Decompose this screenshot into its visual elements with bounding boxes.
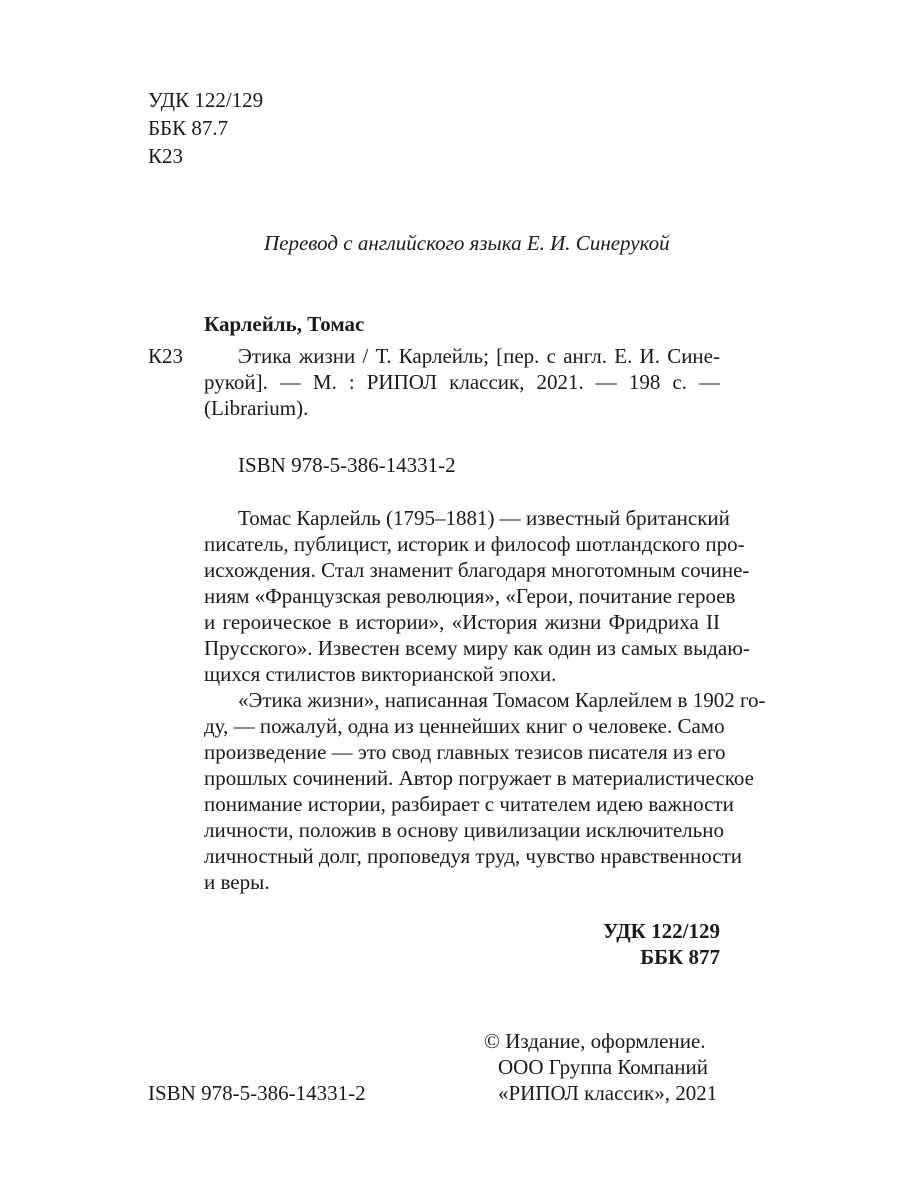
abstract-line: прошлых сочинений. Автор погружает в материалистическое xyxy=(204,766,754,790)
abstract xyxy=(204,505,766,895)
abstract-line: ниям «Французская революция», «Герои, почитание героев xyxy=(204,584,736,608)
classification-codes-right xyxy=(603,918,720,970)
bbk-code: ББК 87.7 xyxy=(148,116,229,140)
biblio-line: рукой]. — М. : РИПОЛ классик, 2021. — 198 с. — xyxy=(204,370,720,394)
abstract-line: щихся стилистов викторианской эпохи. xyxy=(204,662,557,686)
abstract-line: «Этика жизни», написанная Томасом Карлейлем в 1902 го- xyxy=(238,688,766,712)
abstract-line: и героическое в истории», «История жизни Фридриха II xyxy=(204,610,720,634)
abstract-line: исхождения. Стал знаменит благодаря многотомным сочине- xyxy=(204,558,750,582)
author-heading: Карлейль, Томас xyxy=(204,312,365,336)
abstract-line: писатель, публицист, историк и философ шотландского про- xyxy=(204,532,745,556)
author-mark-margin: К23 xyxy=(148,344,184,368)
biblio-line: Этика жизни / Т. Карлейль; [пер. с англ. Е. И. Сине- xyxy=(238,344,720,368)
abstract-line: Прусского». Известен всему миру как один из самых выдаю- xyxy=(204,636,750,660)
biblio-line: (Librarium). xyxy=(204,396,309,420)
abstract-line: произведение — это свод главных тезисов писателя из его xyxy=(204,740,726,764)
classification-codes xyxy=(148,86,263,170)
abstract-line: Томас Карлейль (1795–1881) — известный британский xyxy=(238,506,730,530)
bbk-code-right: ББК 877 xyxy=(640,945,720,969)
abstract-line: ду, — пожалуй, одна из ценнейших книг о человеке. Само xyxy=(204,714,725,738)
abstract-line: личностный долг, проповедуя труд, чувство нравственности xyxy=(204,844,742,868)
copyright-line: ООО Группа Компаний xyxy=(498,1055,708,1079)
abstract-line: и веры. xyxy=(204,870,270,894)
bibliographic-record xyxy=(204,343,720,421)
copyright-line: «РИПОЛ классик», 2021 xyxy=(498,1081,718,1105)
isbn-bottom: ISBN 978-5-386-14331-2 xyxy=(148,1081,366,1105)
copyright-block xyxy=(484,1028,717,1106)
copyright-line: © Издание, оформление. xyxy=(484,1029,706,1053)
udk-code: УДК 122/129 xyxy=(148,88,264,112)
abstract-line: понимание истории, разбирает с читателем идею важности xyxy=(204,792,734,816)
translator-credit: Перевод с английского языка Е. И. Синерукой xyxy=(264,231,670,255)
author-mark: К23 xyxy=(148,144,184,168)
udk-code-right: УДК 122/129 xyxy=(602,919,720,943)
isbn: ISBN 978-5-386-14331-2 xyxy=(238,453,456,477)
abstract-line: личности, положив в основу цивилизации исключительно xyxy=(204,818,724,842)
